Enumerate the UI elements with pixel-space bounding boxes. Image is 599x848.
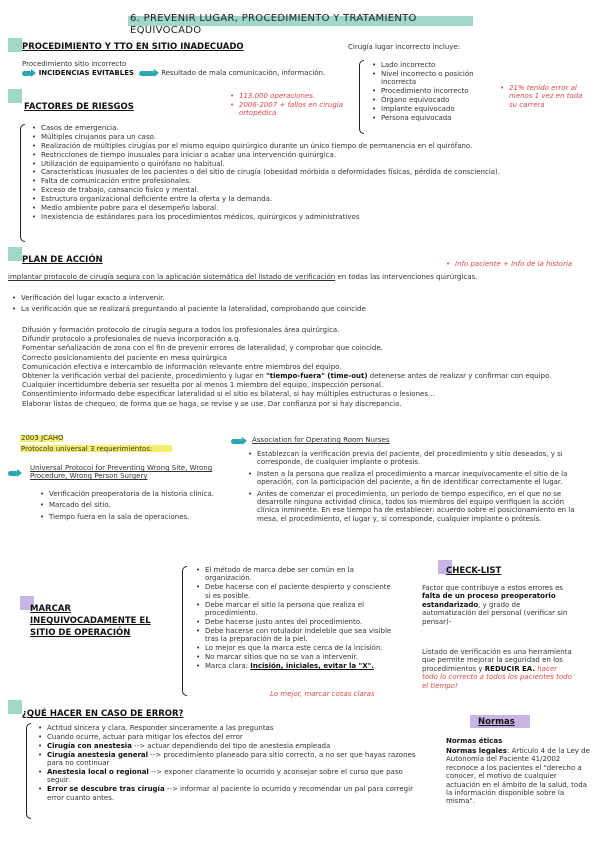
cirugia-list (372, 61, 502, 123)
list-item: • Establezcan la verificación previa del paciente, del procedimiento y sitio deseados, y si corresponde, de cualquier implante o prótesis. (248, 450, 588, 467)
factores-notes (230, 92, 350, 118)
list-item: • Características inusuales de los pacientes o del sitio de cirugía (obesidad mórbida o deformidades físicas, pérdida de consciencia). (32, 168, 592, 176)
list-item: • Cuando ocurre, actuar para mitigar los efectos del error (38, 733, 418, 741)
list-item: • Tiempo fuera en la sala de operaciones. (40, 513, 240, 521)
list-item: • Medio ambiente pobre para el desempeño laboral. (32, 204, 592, 212)
plan-lines (22, 326, 592, 409)
factores-heading: FACTORES DE RIESGOS (24, 102, 134, 112)
proc-arrow-row (22, 69, 325, 77)
error-brace (26, 723, 31, 819)
checklist-p2: Listado de verificación es una herramienta que permite mejorar la seguridad en los procedimientos y REDUCIR EA. hacer todo lo correcto a todos los pacientes todo el tiempo! (422, 648, 572, 690)
cirugia-brace (359, 60, 364, 134)
list-item: • Falta de comunicación entre profesionales. (32, 177, 592, 185)
plan-implantar (8, 273, 477, 281)
plan-line-verif: Obtener la verificación verbal del paciente, procedimiento y lugar en "tiempo-fuera" (time-out) detenerse antes de realizar y confirmar con equipo. (22, 371, 552, 380)
marcar-heading: MARCAR INEQUIVOCADAMENTE EL SITIO DE OPERACIÓN (30, 604, 151, 638)
list-item: • Marcado del sitio. (40, 501, 240, 509)
list-item: • Utilización de equipamiento o quirófano no habitual. (32, 160, 592, 168)
plan-line: Elaborar listas de chequeo, de forma que se haga, se revise y se use. Dar confianza por si hay discrepancia. (22, 399, 402, 408)
page-title: 6. PREVENIR LUGAR, PROCEDIMIENTO Y TRATAMIENTO EQUIVOCADO (130, 13, 417, 36)
list-item: • Lado incorrecto (372, 61, 502, 69)
jcaho-label: 2003 JCAHO (21, 434, 64, 442)
plan-line: Correcto posicionamiento del paciente en mesa quirúrgica (22, 353, 228, 362)
proc-heading-mark (8, 38, 22, 52)
list-item: • Cirugía con anestesia --> actuar dependiendo del tipo de anestesia empleada (38, 742, 418, 750)
list-item: • Verificación preoperatoria de la historia clínica. (40, 490, 240, 498)
plan-line: Difusión y formación protocolo de cirugía segura a todos los profesionales área quirúrgica. (22, 326, 340, 334)
note-text: • Info paciente + Info de la historia (446, 260, 596, 268)
note-text: • 2006-2007 + fallos en cirugía ortopédica (230, 101, 350, 118)
arrow-icon (139, 71, 155, 76)
aorn-heading: Association for Operating Room Nurses (252, 436, 390, 444)
cirugia-intro: Cirugía lugar incorrecto incluye: (348, 43, 461, 51)
plan-line: Fomentar señalización de zona con el fin de prevenir errores de lateralidad, y comprobar que coincide. (22, 344, 383, 353)
factores-heading-mark (8, 89, 22, 103)
list-item: • Nivel incorrecto o posición incorrecta (372, 70, 502, 87)
list-item: • Inexistencia de estándares para los procedimientos médicos, quirúrgicos y administrativos (32, 213, 592, 221)
proc-heading: PROCEDIMIENTO Y TTO EN SITIO INADECUADO (22, 42, 244, 52)
aorn-list (248, 450, 588, 524)
incidencias-label: INCIDENCIAS EVITABLES (38, 69, 135, 77)
list-item: • Verificación del lugar exacto a intervenir. (12, 294, 572, 302)
list-item: • Implante equivocado (372, 105, 502, 113)
list-item: • Actitud sincera y clara. Responder sinceramente a las preguntas (38, 724, 418, 732)
note-text: • 113.000 operaciones. (230, 92, 350, 100)
normas-heading: Normas (478, 717, 515, 727)
list-item: • Debe hacerse con el paciente despierto y consciente si es posible. (196, 583, 396, 600)
list-item: • Restricciones de tiempo inusuales para iniciar o acabar una intervención quirúrgica. (32, 151, 592, 159)
plan-line: Comunicación efectiva e intercambio de información relevante entre miembros del equipo. (22, 362, 342, 371)
checklist-p1: Factor que contribuye a estos errores es falta de un proceso preoperatorio estandarizado, y grado de automatización del personal (verificar sin pensar)- (422, 584, 568, 626)
aorn-arrow (231, 437, 243, 445)
plan-line: Consentimiento informado debe especificar lateralidad si el sitio es bilateral, si hay múltiples estructuras o lesiones… (22, 390, 435, 399)
list-item: • Lo mejor es que la marca este cerca de la incisión. (196, 644, 396, 652)
jcaho-req: Protocolo universal 3 requerimientos: (21, 445, 153, 453)
list-item: • No marcar sitios que no se van a intervenir. (196, 653, 396, 661)
note-text: • 21% tenido error al menos 1 vez en toda su carrera (500, 84, 590, 109)
error-heading-mark (8, 700, 22, 714)
arrow-icon (22, 71, 32, 76)
proc-line1: Procedimiento sitio incorrecto (22, 60, 127, 68)
list-item: • Realización de múltiples cirugías por el mismo equipo quirúrgico durante un único tiempo de permanencia en el quirófano. (32, 142, 592, 150)
list-item: • Insten a la persona que realiza el procedimiento a marcar inequívocamente el sitio de la operación, con la participación del paciente, a fin de identificar correctamente el lugar. (248, 470, 588, 487)
list-item: • Casos de emergencia. (32, 124, 592, 132)
list-item: • Persona equivocada (372, 114, 502, 122)
list-item: • Estructura organizacional deficiente entre la oferta y la demanda. (32, 195, 592, 203)
marcar-list (196, 566, 396, 671)
plan-heading: PLAN DE ACCIÓN (22, 255, 103, 265)
list-item: • Exceso de trabajo, cansancio físico y mental. (32, 186, 592, 194)
list-item: • El método de marca debe ser común en la organización. (196, 566, 396, 583)
error-list (38, 724, 418, 803)
normas-legales: Normas legales: Artículo 4 de la Ley de Autonomía del Paciente 41/2002 reconoce a los pacientes el "derecho a conocer, el motivo de cualquier actuación en el ámbito de la salud, toda la información disponible sobre la misma". (446, 747, 590, 806)
list-item: • Antes de comenzar el procedimiento, un periodo de tiempo específico, en el que no se desarrolle ninguna actividad clínica, todos los miembros del equipo verifiquen la acción clínica inminente. En ese tiempo ha de establecer: acuerdo sobre el posicionamiento en la mesa, el procedimiento, el lugar y, si corresponde, cualquier implante o prótesis. (248, 490, 588, 524)
list-item: • Debe marcar el sitio la persona que realiza el procedimiento. (196, 601, 396, 618)
plan-note (446, 260, 596, 269)
plan-line: Difundir protocolo a profesionales de nueva incorporación a.q. (22, 335, 241, 344)
factores-brace (20, 124, 25, 242)
checklist-heading: CHECK-LIST (446, 566, 502, 576)
implantar-rest: en todas las intervenciones quirúrgicas. (335, 273, 478, 281)
cirugia-note (500, 84, 590, 110)
normas-eticas: Normas éticas (446, 737, 503, 745)
list-item: • Cirugía anestesia general --> procedimiento planeado para sitio correcto, a no ser que hayas razones para no continuar (38, 751, 418, 768)
arrow-icon (231, 439, 243, 444)
list-item: • La verificación que se realizará preguntando al paciente la lateralidad, comprobando que coincide (12, 305, 572, 313)
list-item: • Órgano equivocado (372, 96, 502, 104)
plan-line: Cualquier incertidumbre debería ser resuelta por al menos 1 miembro del equipo, inspección personal. (22, 381, 384, 390)
marcar-note: Lo mejor, marcar cosas claras (270, 690, 375, 698)
jcaho-universal (8, 463, 18, 476)
resultado-text: Resultado de mala comunicación, información. (161, 69, 326, 77)
plan-heading-mark (8, 247, 22, 261)
list-item: • Anestesia local o regional --> exponer claramente lo ocurrido y aconsejar sobre el curso que paso seguir. (38, 768, 418, 785)
implantar-underlined: implantar protocolo de cirugía segura con la aplicación sistemática del listado de verificación (8, 273, 336, 281)
jcaho-list (40, 490, 240, 522)
error-heading: ¿QUÉ HACER EN CASO DE ERROR? (22, 709, 184, 719)
plan-bullets (12, 294, 572, 314)
list-item: • Error se descubre tras cirugía --> informar al paciente lo ocurrido y recomendar un pal para corregir error cuanto antes. (38, 785, 418, 802)
universal-title: Universal Protocol for Preventing Wrong Site, Wrong Procedure, Wrong Person Surgery (30, 464, 213, 481)
marcar-brace (182, 566, 187, 696)
factores-list (32, 124, 592, 222)
list-item: • Debe hacerse justo antes del procedimiento. (196, 618, 396, 626)
list-item: • Debe hacerse con rotulador indeleble que sea visible tras la preparación de la piel. (196, 627, 396, 644)
arrow-icon (8, 471, 18, 476)
list-item: • Procedimiento incorrecto (372, 87, 502, 95)
list-item: • Múltiples cirujanos para un caso. (32, 133, 592, 141)
list-item-marca: • Marca clara: Incisión, iniciales, evitar la "X". (196, 662, 396, 670)
